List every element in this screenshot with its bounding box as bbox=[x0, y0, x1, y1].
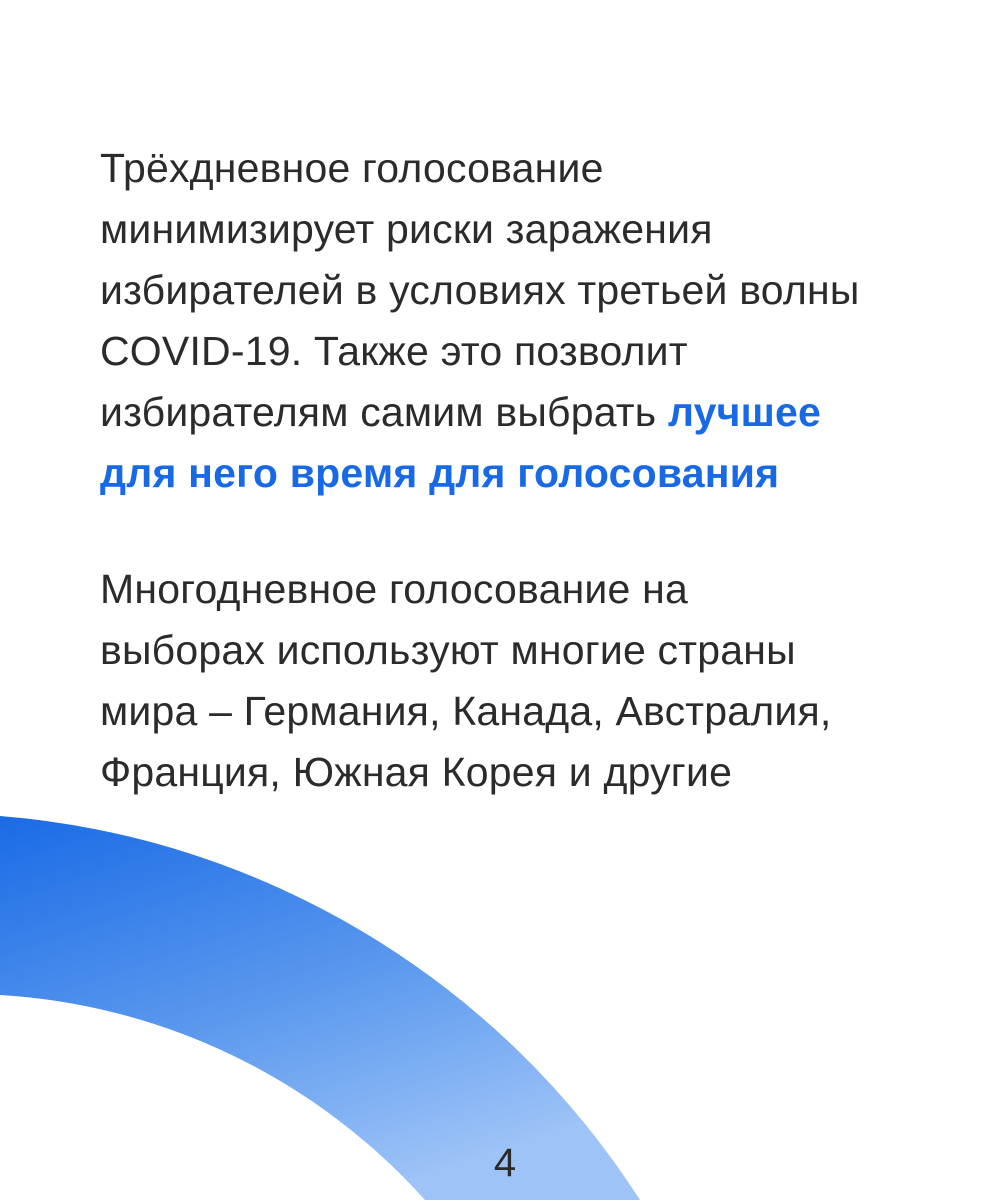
paragraph2-line1: Многодневное голосование на bbox=[100, 566, 688, 612]
paragraph-multiday-voting-countries bbox=[100, 559, 960, 803]
paragraph2-line2: выборах используют многие страны bbox=[100, 627, 796, 673]
paragraph1-line5 bbox=[100, 382, 960, 443]
paragraph1-line3: избирателей в условиях третьей волны bbox=[100, 267, 860, 313]
paragraph2-line4: Франция, Южная Корея и другие bbox=[100, 749, 733, 795]
page-number: 4 bbox=[493, 1141, 517, 1185]
highlight-text-part1: лучшее bbox=[667, 389, 822, 435]
paragraph1-line4: COVID-19. Также это позволит bbox=[100, 328, 688, 374]
highlight-text-part2: для него время для голосования bbox=[100, 450, 780, 496]
paragraph2-line3: мира – Германия, Канада, Австралия, bbox=[100, 688, 832, 734]
paragraph1-line1: Трёхдневное голосование bbox=[100, 145, 604, 191]
paragraph1-line5-text: избирателям самим выбрать bbox=[100, 389, 668, 435]
paragraph1-line2: минимизирует риски заражения bbox=[100, 206, 713, 252]
paragraph-voting-benefits bbox=[100, 138, 960, 504]
